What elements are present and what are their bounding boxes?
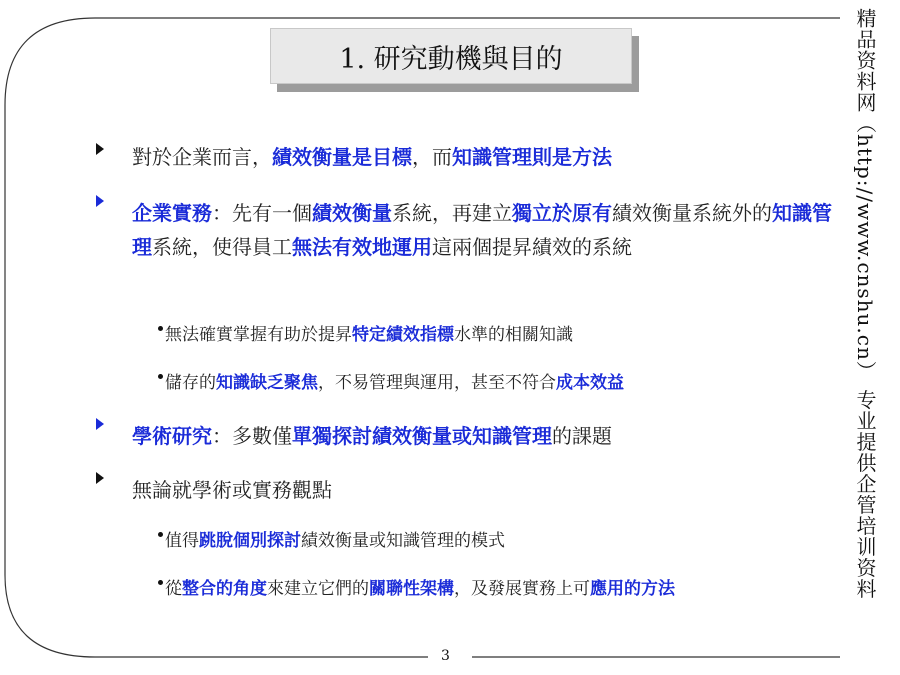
bullet-arrow-icon [96,418,104,430]
body-text: ：先有一個 [212,201,312,225]
highlight-text: 成本效益 [556,373,624,393]
sub-item-text [165,579,675,599]
sub-item-2-1 [158,320,838,350]
body-text: 這兩個提昇績效的系統 [432,235,632,259]
body-text: 系統，再建立 [392,201,512,225]
body-text: 系統，使得員工 [152,235,292,259]
sub-bullet-dot-icon [158,580,163,585]
body-text: ，及發展實務上可 [454,579,590,599]
sub-bullet-dot-icon [158,532,163,537]
highlight-text: 無法有效地運用 [292,235,432,259]
bullet-item-3 [132,419,832,453]
highlight-text: 特定績效指標 [352,325,454,345]
body-text: 水準的相關知識 [454,325,573,345]
body-text: 績效衡量或知識管理的模式 [301,531,505,551]
bullet-arrow-icon [96,472,104,484]
sub-item-text [165,531,505,551]
bullet-item-1 [132,140,832,174]
slide-title: 1. 研究動機與目的 [270,28,632,84]
sub-item-4-1 [158,526,838,556]
bullet-arrow-icon [96,143,104,155]
bullet-arrow-icon [96,195,104,207]
sub-item-text [165,373,624,393]
sub-item-4-2 [158,574,838,604]
highlight-text: 整合的角度 [182,579,267,599]
highlight-text: 關聯性架構 [369,579,454,599]
body-text: ，而 [412,145,452,169]
sub-bullet-dot-icon [158,326,163,331]
body-text: ：多數僅 [212,424,292,448]
highlight-text: 獨立於原有 [512,201,612,225]
sub-item-text [165,325,573,345]
highlight-text: 應用的方法 [590,579,675,599]
body-text: 來建立它們的 [267,579,369,599]
highlight-text: 績效衡量是目標 [272,145,412,169]
body-text: 從 [165,579,182,599]
highlight-text: 績效衡量 [312,201,392,225]
page-number: 3 [441,648,450,664]
body-text: 的課題 [552,424,612,448]
watermark-text: 精品资料网（http://www.cnshu.cn） 专业提供企管培训资料 [853,8,877,600]
body-text: ，不易管理與運用，甚至不符合 [318,373,556,393]
body-text: 值得 [165,531,199,551]
body-text: 儲存的 [165,373,216,393]
highlight-text: 企業實務 [132,201,212,225]
body-text: 無論就學術或實務觀點 [132,478,332,502]
body-text: 對於企業而言， [132,145,272,169]
highlight-text: 學術研究 [132,424,212,448]
bullet-item-4 [132,473,832,507]
body-text: 無法確實掌握有助於提昇 [165,325,352,345]
bullet-item-2 [132,196,832,264]
highlight-text: 知識管理 [132,201,832,259]
sub-item-2-2 [158,368,838,398]
highlight-text: 知識管理則是方法 [452,145,612,169]
sub-bullet-dot-icon [158,374,163,379]
body-text: 績效衡量系統外的 [612,201,772,225]
highlight-text: 知識缺乏聚焦 [216,373,318,393]
highlight-text: 跳脫個別探討 [199,531,301,551]
highlight-text: 單獨探討績效衡量或知識管理 [292,424,552,448]
